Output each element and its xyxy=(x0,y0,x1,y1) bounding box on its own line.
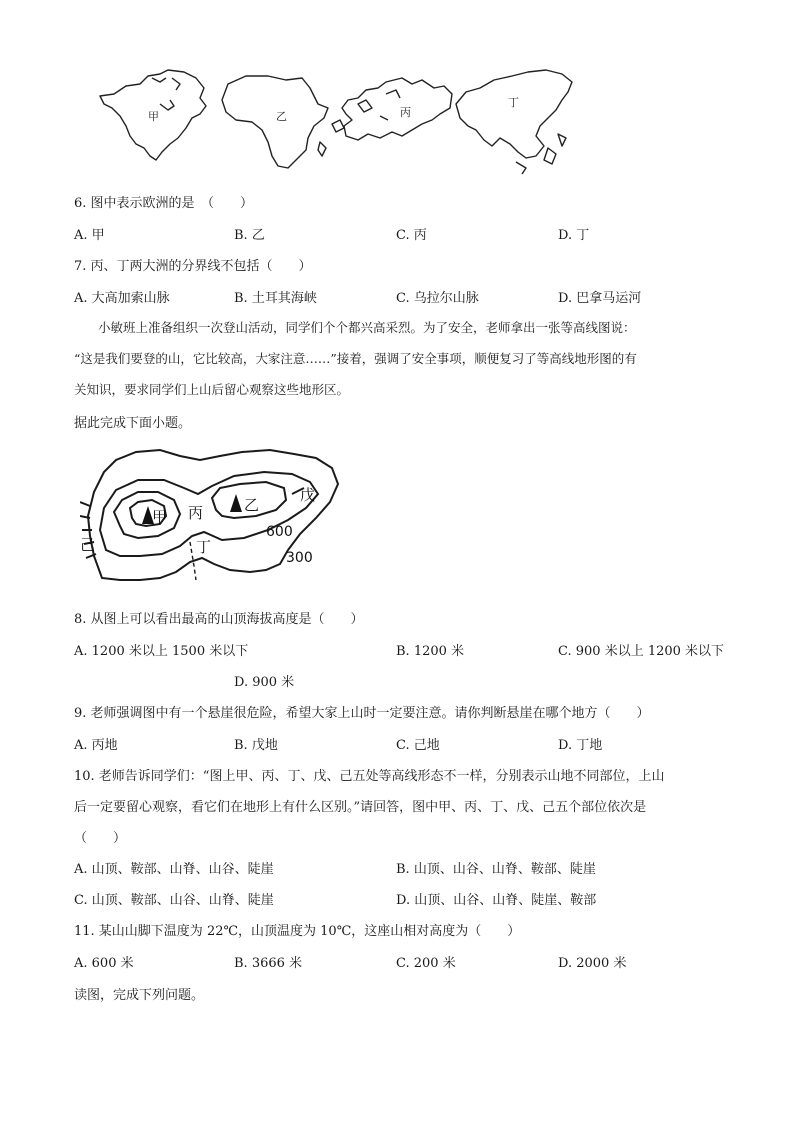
contour-label-jia: 甲 xyxy=(152,508,168,526)
q7-option-a[interactable]: A. 大高加索山脉 xyxy=(74,291,170,306)
question-10-stem-line-3: （ ） xyxy=(74,831,127,846)
contour-label-bing: 丙 xyxy=(188,504,204,522)
q9-option-b[interactable]: B. 戊地 xyxy=(234,738,278,753)
question-8-stem: 8. 从图上可以看出最高的山顶海拔高度是（ ） xyxy=(74,612,364,627)
q10-option-b[interactable]: B. 山顶、山谷、山脊、鞍部、陡崖 xyxy=(396,862,596,877)
q11-option-b[interactable]: B. 3666 米 xyxy=(234,956,303,971)
q7-option-c[interactable]: C. 乌拉尔山脉 xyxy=(396,291,479,306)
map-label-ding: 丁 xyxy=(508,96,519,109)
q6-option-a[interactable]: A. 甲 xyxy=(74,228,105,243)
europe-outline xyxy=(342,78,452,140)
contour-label-yi: 乙 xyxy=(244,496,260,514)
question-7-stem: 7. 丙、丁两大洲的分界线不包括（ ） xyxy=(74,259,312,274)
question-9-stem: 9. 老师强调图中有一个悬崖很危险，希望大家上山时一定要注意。请你判断悬崖在哪个地方（ ） xyxy=(74,706,650,721)
closing-instruction: 读图，完成下列问题。 xyxy=(74,988,205,1003)
passage-line-3: 关知识，要求同学们上山后留心观察这些地形区。 xyxy=(74,382,350,397)
question-6-stem: 6. 图中表示欧洲的是 （ ） xyxy=(74,196,254,211)
q7-option-b[interactable]: B. 土耳其海峡 xyxy=(234,291,317,306)
question-10-stem-line-2: 后一定要留心观察，看它们在地形上有什么区别。”请回答，图中甲、丙、丁、戊、己五个部位依次是 xyxy=(74,800,647,815)
contour-value-300: 300 xyxy=(286,550,313,566)
q7-option-d[interactable]: D. 巴拿马运河 xyxy=(558,291,642,306)
q10-option-c[interactable]: C. 山顶、鞍部、山谷、山脊、陡崖 xyxy=(74,893,274,908)
continent-maps-figure xyxy=(96,64,576,180)
passage-line-1: 小敏班上准备组织一次登山活动，同学们个个都兴高采烈。为了安全，老师拿出一张等高线图说： xyxy=(98,320,636,335)
q9-option-a[interactable]: A. 丙地 xyxy=(74,738,118,753)
passage-line-2: “这是我们要登的山，它比较高，大家注意……”接着，强调了安全事项，顺便复习了等高线地形图的有 xyxy=(74,351,637,366)
q10-option-a[interactable]: A. 山顶、鞍部、山脊、山谷、陡崖 xyxy=(74,862,274,877)
q6-option-c[interactable]: C. 丙 xyxy=(396,228,427,243)
map-label-yi: 乙 xyxy=(276,110,287,123)
contour-value-600: 600 xyxy=(266,524,293,540)
q11-option-a[interactable]: A. 600 米 xyxy=(74,956,134,971)
asia-outline xyxy=(456,70,572,158)
q8-option-b[interactable]: B. 1200 米 xyxy=(396,644,465,659)
africa-outline xyxy=(222,76,328,168)
contour-label-ji: 己 xyxy=(80,536,96,554)
q11-option-d[interactable]: D. 2000 米 xyxy=(558,956,627,971)
q6-option-b[interactable]: B. 乙 xyxy=(234,228,265,243)
question-11-stem: 11. 某山山脚下温度为 22℃，山顶温度为 10℃，这座山相对高度为（ ） xyxy=(74,924,521,939)
contour-label-wu: 戊 xyxy=(300,486,316,504)
q6-option-d[interactable]: D. 丁 xyxy=(558,228,590,243)
map-label-bing: 丙 xyxy=(400,106,411,119)
q8-option-c[interactable]: C. 900 米以上 1200 米以下 xyxy=(558,644,725,659)
q9-option-d[interactable]: D. 丁地 xyxy=(558,738,603,753)
q10-option-d[interactable]: D. 山顶、山谷、山脊、陡崖、鞍部 xyxy=(396,893,597,908)
contour-map-figure xyxy=(80,446,350,588)
q8-option-d[interactable]: D. 900 米 xyxy=(234,675,295,690)
q11-option-c[interactable]: C. 200 米 xyxy=(396,956,456,971)
passage-instruction: 据此完成下面小题。 xyxy=(74,416,192,431)
question-10-stem-line-1: 10. 老师告诉同学们：“图上甲、丙、丁、戊、己五处等高线形态不一样，分别表示山地不同部位，上山 xyxy=(74,769,665,784)
q9-option-c[interactable]: C. 己地 xyxy=(396,738,440,753)
q8-option-a[interactable]: A. 1200 米以上 1500 米以下 xyxy=(74,644,249,659)
map-label-jia: 甲 xyxy=(148,110,159,123)
contour-label-ding: 丁 xyxy=(196,538,212,556)
peak-yi-icon xyxy=(230,494,242,512)
